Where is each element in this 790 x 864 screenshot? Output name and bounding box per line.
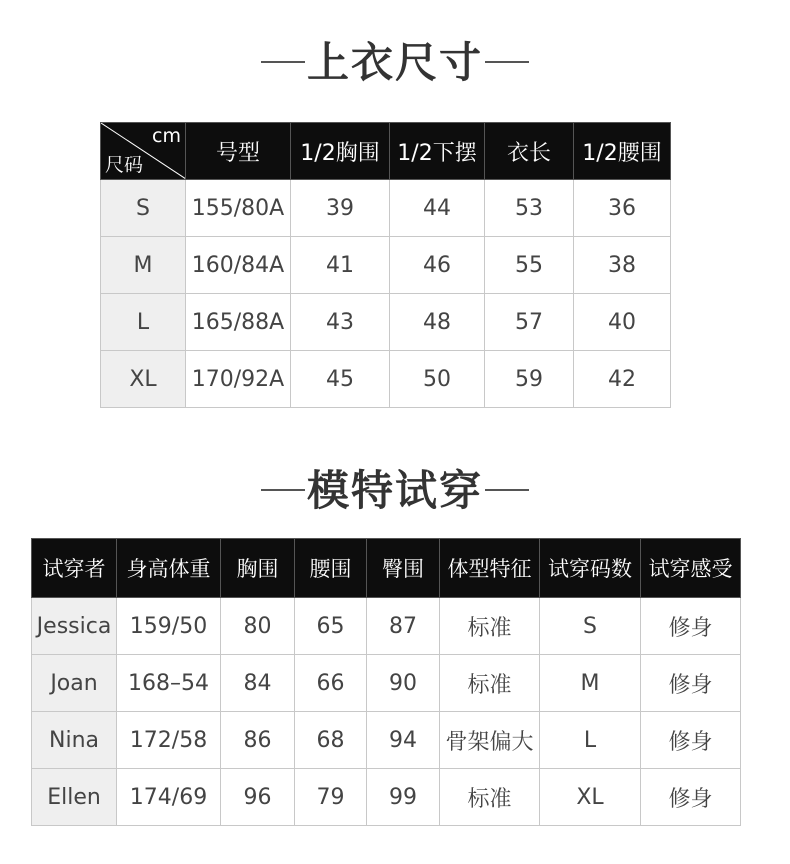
model-chart-header-cell: 试穿码数 xyxy=(540,539,641,598)
table-cell: 168–54 xyxy=(117,655,221,712)
table-cell: 43 xyxy=(291,294,390,351)
size-chart-title-text: 上衣尺寸 xyxy=(306,38,483,87)
table-cell: 44 xyxy=(390,180,485,237)
table-cell: 55 xyxy=(485,237,574,294)
table-cell: 50 xyxy=(390,351,485,408)
table-cell: 65 xyxy=(295,598,367,655)
table-cell: 修身 xyxy=(641,769,741,826)
model-chart-title-text: 模特试穿 xyxy=(306,466,483,515)
table-row xyxy=(32,712,741,769)
table-cell: XL xyxy=(540,769,641,826)
table-cell: 41 xyxy=(291,237,390,294)
size-chart-corner-cell xyxy=(101,123,186,180)
corner-unit-label: cm xyxy=(152,125,181,147)
title-dash-left xyxy=(261,61,305,63)
size-chart-title xyxy=(0,30,790,90)
table-row xyxy=(32,655,741,712)
table-row xyxy=(32,598,741,655)
table-row xyxy=(101,180,671,237)
model-name-cell: Nina xyxy=(32,712,117,769)
table-cell: 86 xyxy=(221,712,295,769)
table-cell: S xyxy=(540,598,641,655)
table-cell: 159/50 xyxy=(117,598,221,655)
table-row xyxy=(32,769,741,826)
table-cell: 修身 xyxy=(641,598,741,655)
table-cell: 80 xyxy=(221,598,295,655)
model-name-cell: Ellen xyxy=(32,769,117,826)
title-dash-right xyxy=(485,489,529,491)
table-cell: 46 xyxy=(390,237,485,294)
model-chart-header-cell: 身高体重 xyxy=(117,539,221,598)
table-cell: 165/88A xyxy=(186,294,291,351)
table-cell: 174/69 xyxy=(117,769,221,826)
size-chart-header-cell: 衣长 xyxy=(485,123,574,180)
table-cell: 标准 xyxy=(440,598,540,655)
size-chart-table xyxy=(100,122,671,408)
table-cell: 68 xyxy=(295,712,367,769)
table-cell: 骨架偏大 xyxy=(440,712,540,769)
table-cell: 170/92A xyxy=(186,351,291,408)
table-row xyxy=(101,351,671,408)
table-cell: 87 xyxy=(367,598,440,655)
table-cell: 99 xyxy=(367,769,440,826)
title-dash-left xyxy=(261,489,305,491)
table-cell: 修身 xyxy=(641,712,741,769)
table-row xyxy=(101,237,671,294)
table-cell: 39 xyxy=(291,180,390,237)
size-chart-header-cell: 1/2胸围 xyxy=(291,123,390,180)
size-chart-header-row xyxy=(101,123,671,180)
size-label-cell: XL xyxy=(101,351,186,408)
table-cell: 57 xyxy=(485,294,574,351)
table-cell: L xyxy=(540,712,641,769)
title-dash-right xyxy=(485,61,529,63)
table-cell: 36 xyxy=(574,180,671,237)
size-chart-header-cell: 1/2下摆 xyxy=(390,123,485,180)
size-label-cell: S xyxy=(101,180,186,237)
table-row xyxy=(101,294,671,351)
table-cell: 53 xyxy=(485,180,574,237)
table-cell: 标准 xyxy=(440,769,540,826)
size-label-cell: L xyxy=(101,294,186,351)
model-chart-title xyxy=(0,458,790,518)
table-cell: 48 xyxy=(390,294,485,351)
model-chart-header-cell: 臀围 xyxy=(367,539,440,598)
table-cell: 160/84A xyxy=(186,237,291,294)
model-chart-header-cell: 体型特征 xyxy=(440,539,540,598)
table-cell: 标准 xyxy=(440,655,540,712)
size-chart-header-cell: 1/2腰围 xyxy=(574,123,671,180)
table-cell: 96 xyxy=(221,769,295,826)
model-chart-header-cell: 腰围 xyxy=(295,539,367,598)
model-chart-header-row xyxy=(32,539,741,598)
model-name-cell: Joan xyxy=(32,655,117,712)
table-cell: 79 xyxy=(295,769,367,826)
model-chart-header-cell: 试穿者 xyxy=(32,539,117,598)
table-cell: 155/80A xyxy=(186,180,291,237)
table-cell: 84 xyxy=(221,655,295,712)
model-chart-header-cell: 试穿感受 xyxy=(641,539,741,598)
model-fitting-table xyxy=(31,538,741,826)
table-cell: 66 xyxy=(295,655,367,712)
table-cell: 90 xyxy=(367,655,440,712)
table-cell: 38 xyxy=(574,237,671,294)
table-cell: 修身 xyxy=(641,655,741,712)
table-cell: 42 xyxy=(574,351,671,408)
table-cell: 40 xyxy=(574,294,671,351)
table-cell: 59 xyxy=(485,351,574,408)
model-name-cell: Jessica xyxy=(32,598,117,655)
size-chart-header-cell: 号型 xyxy=(186,123,291,180)
model-chart-header-cell: 胸围 xyxy=(221,539,295,598)
table-cell: 45 xyxy=(291,351,390,408)
size-label-cell: M xyxy=(101,237,186,294)
table-cell: 172/58 xyxy=(117,712,221,769)
corner-size-label: 尺码 xyxy=(105,154,144,176)
table-cell: M xyxy=(540,655,641,712)
table-cell: 94 xyxy=(367,712,440,769)
